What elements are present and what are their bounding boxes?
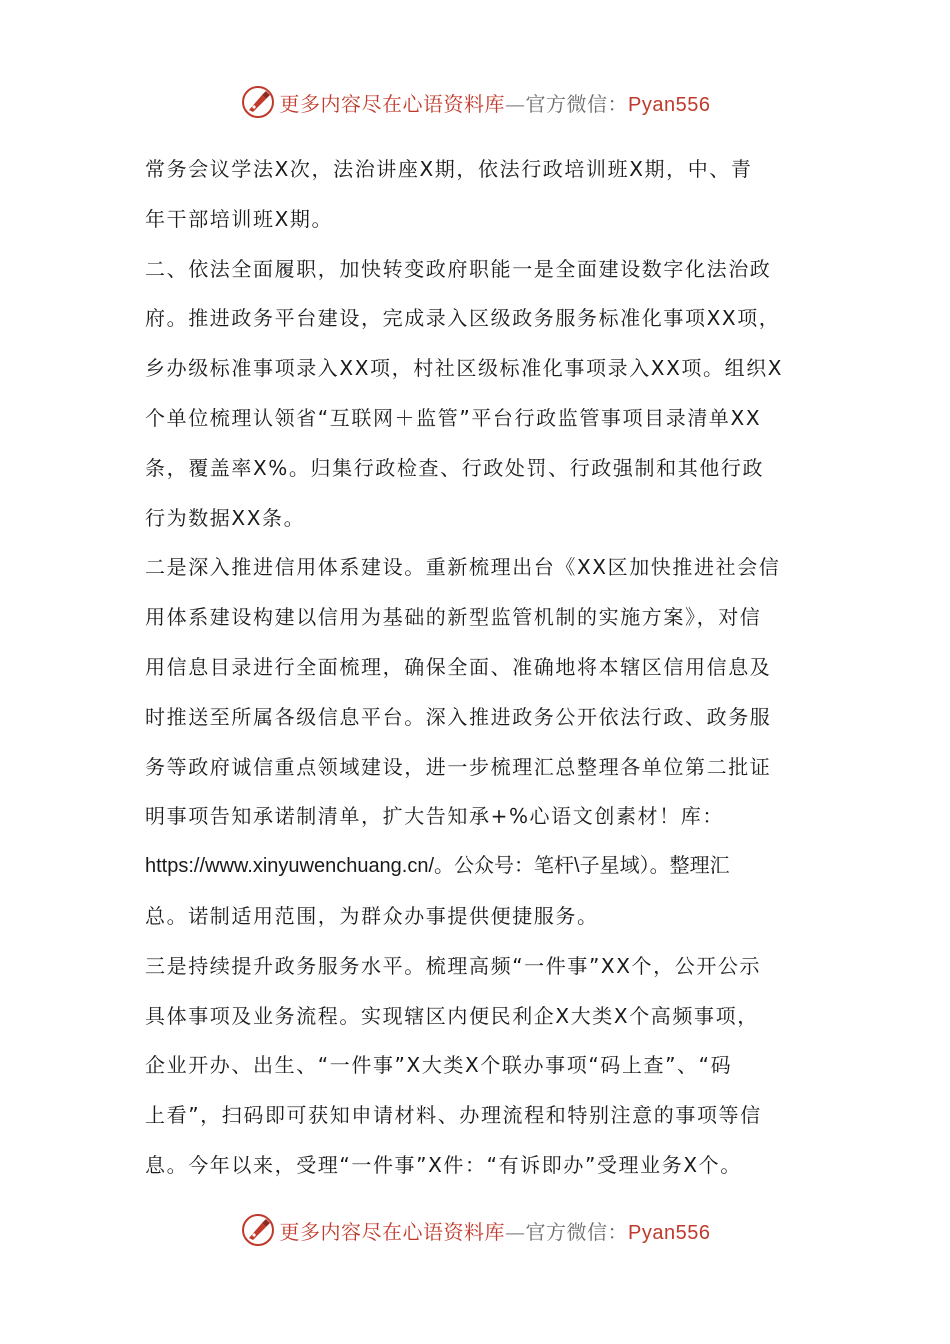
header-watermark-banner — [0, 82, 950, 122]
wechat-account: Pyan556 — [628, 93, 711, 116]
text-line-20: 上看”，扫码即可获知申请材料、办理流程和特别注意的事项等信 — [145, 1103, 762, 1128]
text-line-11: 用信息目录进行全面梳理，确保全面、准确地将本辖区信用信息及 — [145, 654, 772, 679]
wechat-label: 官方微信： — [525, 91, 629, 116]
site-name: 更多内容尽在心语资料库 — [279, 1219, 506, 1244]
text-line-12: 时推送至所属各级信息平台。深入推进政务公开依法行政、政务服 — [145, 704, 772, 729]
text-line-7: 条，覆盖率X%。归集行政检查、行政处罚、行政强制和其他行政 — [145, 455, 765, 480]
text-line-18: 具体事项及业务流程。实现辖区内便民利企X大类X个高频事项， — [145, 1003, 759, 1028]
text-line-10: 用体系建设构建以信用为基础的新型监管机制的实施方案》，对信 — [145, 605, 762, 630]
text-line-4: 府。推进政务平台建设，完成录入区级政务服务标准化事项XX项， — [145, 306, 781, 331]
text-line-13: 务等政府诚信重点领域建设，进一步梳理汇总整理各单位第二批证 — [145, 754, 772, 779]
text-line-3: 二、依法全面履职，加快转变政府职能一是全面建设数字化法治政 — [145, 256, 772, 281]
text-line-17: 三是持续提升政务服务水平。梳理高频“一件事”XX个，公开公示 — [145, 953, 762, 978]
text-line-5: 乡办级标准事项录入XX项，村社区级标准化事项录入XX项。组织X — [145, 356, 784, 381]
banner-dash: — — [505, 1219, 526, 1244]
site-name: 更多内容尽在心语资料库 — [279, 91, 506, 116]
text-line-6: 个单位梳理认领省“互联网＋监管”平台行政监管事项目录清单XX — [145, 405, 762, 430]
wechat-label: 官方微信： — [525, 1219, 629, 1244]
header-watermark-text — [280, 88, 711, 117]
text-line-2: 年干部培训班X期。 — [145, 206, 334, 231]
text-line-21: 息。今年以来，受理“一件事”X件：“有诉即办”受理业务X个。 — [145, 1152, 742, 1177]
text-line-8: 行为数据XX条。 — [145, 505, 306, 530]
text-line-16: 总。诺制适用范围，为群众办事提供便捷服务。 — [145, 903, 599, 928]
footer-watermark-text — [280, 1216, 711, 1245]
banner-dash: — — [505, 91, 526, 116]
text-line-url: https://www.xinyuwenchuang.cn/。公众号：笔杆\子星域）。整理汇 — [145, 855, 730, 878]
header-watermark-inner — [240, 84, 711, 120]
text-line-14: 明事项告知承诺制清单，扩大告知承+%心语文创素材！库： — [145, 804, 724, 829]
text-line-9: 二是深入推进信用体系建设。重新梳理出台《XX区加快推进社会信 — [145, 555, 781, 580]
footer-watermark-inner — [240, 1212, 711, 1248]
pen-nib-logo-icon — [240, 84, 276, 120]
text-line-1: 常务会议学法X次，法治讲座X期，依法行政培训班X期，中、青 — [145, 157, 753, 181]
pen-nib-logo-icon — [240, 1212, 276, 1248]
text-line-19: 企业开办、出生、“一件事”X大类X个联办事项“码上查”、“码 — [145, 1053, 733, 1078]
footer-watermark-banner — [0, 1210, 950, 1250]
wechat-account: Pyan556 — [628, 1221, 711, 1244]
document-body — [145, 145, 805, 1191]
